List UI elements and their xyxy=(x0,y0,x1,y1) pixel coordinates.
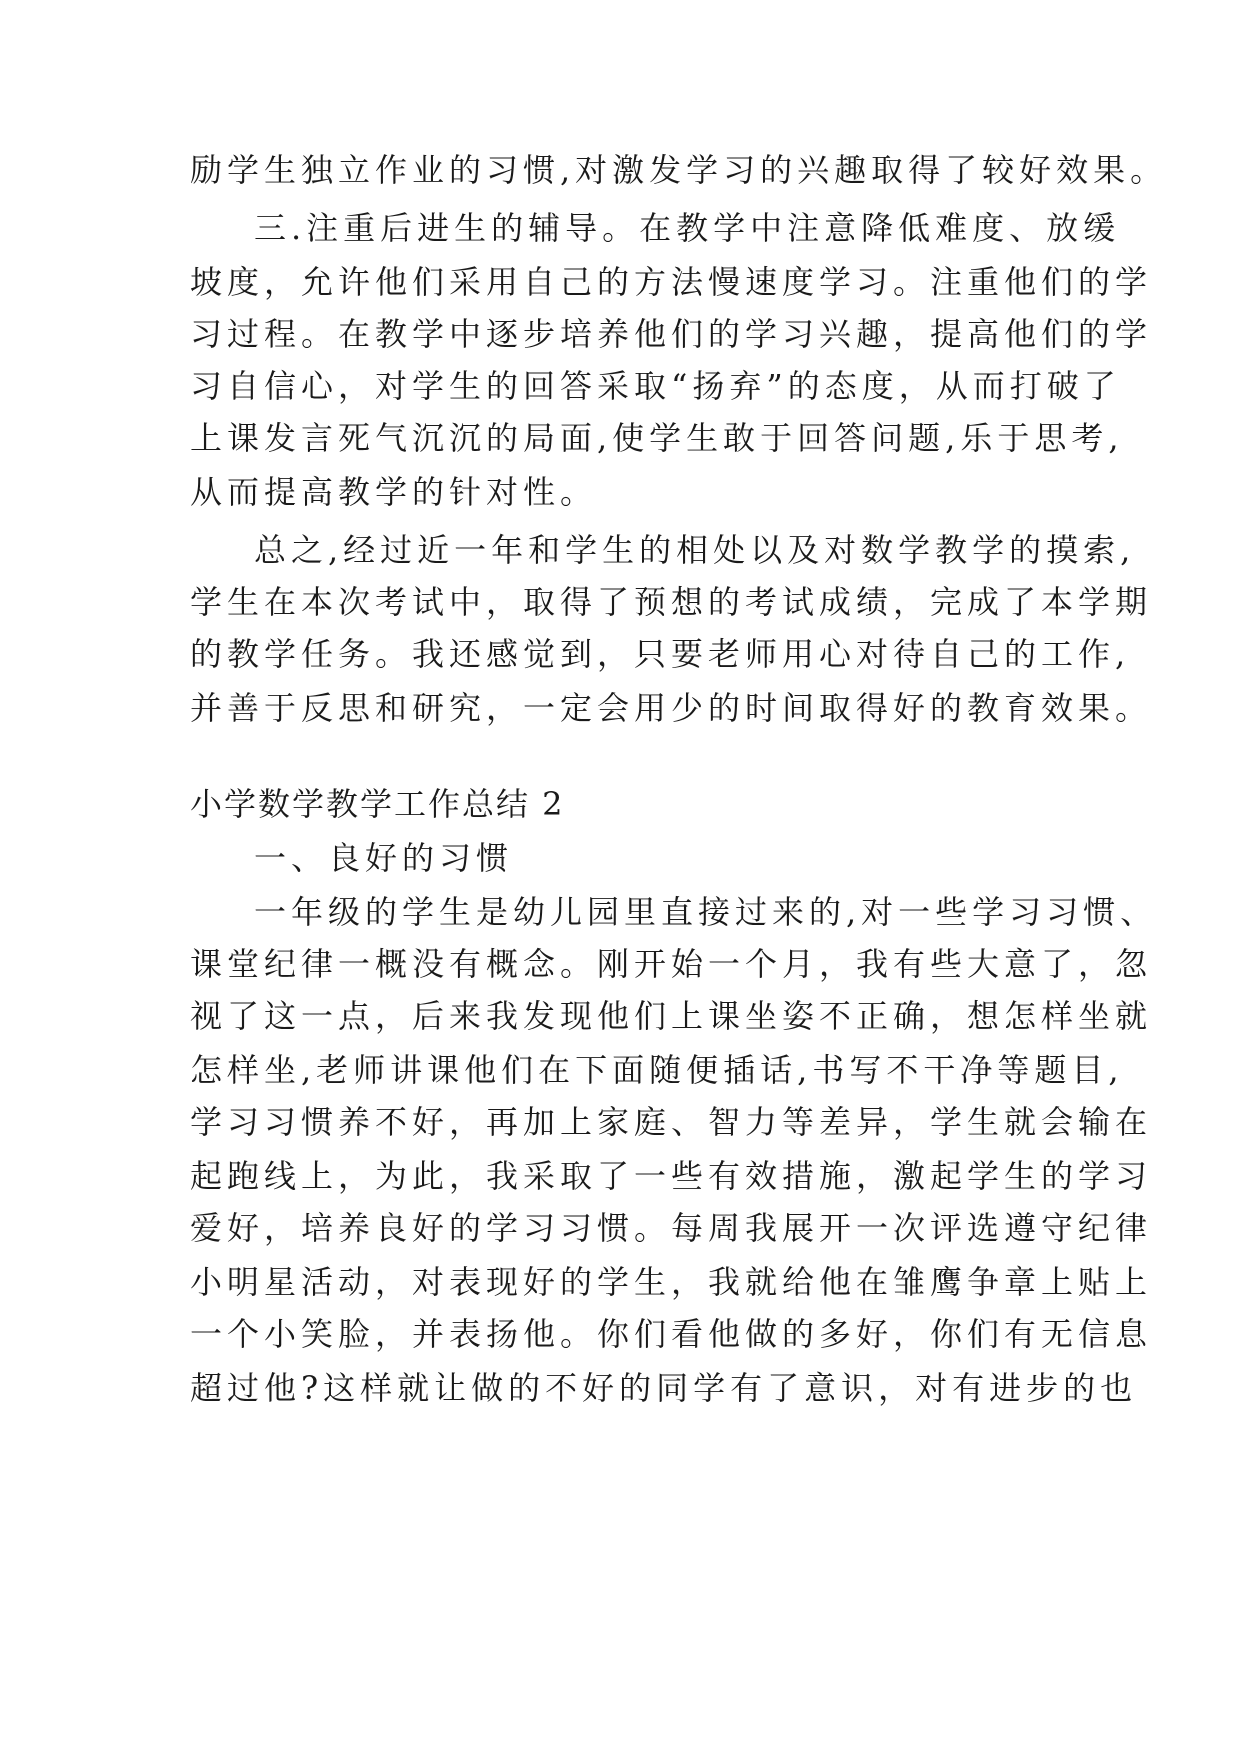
paragraph-line: 从而提高教学的针对性。 xyxy=(190,473,598,511)
paragraph-line: 励学生独立作业的习惯,对激发学习的兴趣取得了较好效果。 xyxy=(190,151,1168,189)
section-subheading: 一、良好的习惯 xyxy=(254,839,514,877)
paragraph-line: 学习习惯养不好，再加上家庭、智力等差异，学生就会输在 xyxy=(190,1103,1153,1141)
paragraph-line: 的教学任务。我还感觉到，只要老师用心对待自己的工作, xyxy=(190,635,1131,673)
paragraph-line: 课堂纪律一概没有概念。刚开始一个月，我有些大意了，忽 xyxy=(190,945,1153,983)
paragraph-line: 学生在本次考试中，取得了预想的考试成绩，完成了本学期 xyxy=(190,583,1153,621)
paragraph-line: 习自信心，对学生的回答采取“扬弃”的态度，从而打破了 xyxy=(190,367,1121,405)
paragraph-line: 一年级的学生是幼儿园里直接过来的,对一些学习习惯、 xyxy=(254,893,1158,931)
paragraph-line: 视了这一点，后来我发现他们上课坐姿不正确，想怎样坐就 xyxy=(190,997,1153,1035)
paragraph-line: 上课发言死气沉沉的局面,使学生敢于回答问题,乐于思考, xyxy=(190,419,1124,457)
paragraph-line: 怎样坐,老师讲课他们在下面随便插话,书写不干净等题目, xyxy=(190,1051,1124,1089)
paragraph-line: 小明星活动，对表现好的学生，我就给他在雏鹰争章上贴上 xyxy=(190,1263,1153,1301)
section-title: 小学数学教学工作总结 2 xyxy=(190,785,565,823)
paragraph-line: 并善于反思和研究，一定会用少的时间取得好的教育效果。 xyxy=(190,689,1153,727)
paragraph-line: 习过程。在教学中逐步培养他们的学习兴趣，提高他们的学 xyxy=(190,315,1153,353)
paragraph-line: 超过他?这样就让做的不好的同学有了意识，对有进步的也 xyxy=(190,1369,1138,1407)
paragraph-line: 起跑线上，为此，我采取了一些有效措施，激起学生的学习 xyxy=(190,1157,1153,1195)
paragraph-line: 一个小笑脸，并表扬他。你们看他做的多好，你们有无信息 xyxy=(190,1315,1153,1353)
paragraph-line: 三.注重后进生的辅导。在教学中注意降低难度、放缓 xyxy=(254,209,1121,247)
paragraph-line: 总之,经过近一年和学生的相处以及对数学教学的摸索, xyxy=(254,531,1136,569)
paragraph-line: 爱好，培养良好的学习习惯。每周我展开一次评选遵守纪律 xyxy=(190,1209,1153,1247)
paragraph-line: 坡度，允许他们采用自己的方法慢速度学习。注重他们的学 xyxy=(190,263,1153,301)
